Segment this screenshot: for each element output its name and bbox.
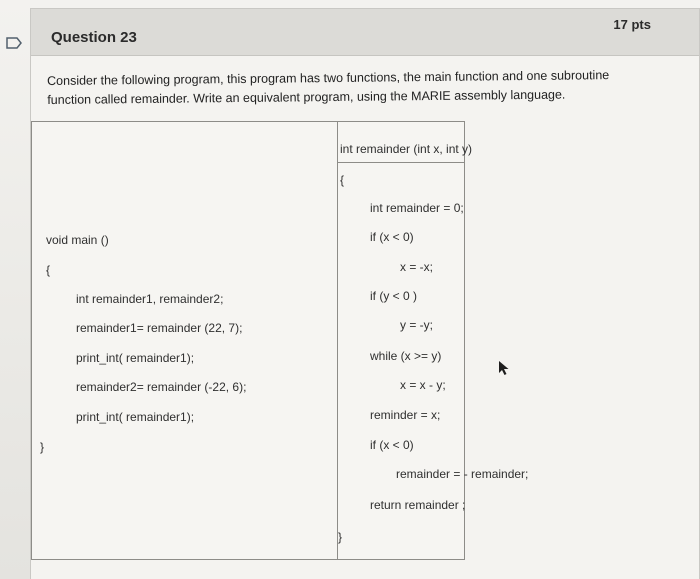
question-title: Question 23	[51, 29, 137, 46]
code-header-divider	[338, 162, 464, 163]
code-line-sub-negate-y: y = -y;	[400, 318, 434, 332]
code-line-main-print-2: print_int( remainder1);	[76, 410, 195, 424]
code-line-sub-open-brace: {	[340, 173, 345, 187]
code-column-divider	[337, 122, 338, 559]
code-line-sub-return: return remainder ;	[370, 498, 466, 512]
code-line-main-print-1: print_int( remainder1);	[76, 351, 195, 365]
question-prompt: Consider the following program, this program has two functions, the main function and one subroutine function called remainder. Write an equivalent program, using the MARIE assembly language.	[47, 68, 610, 107]
code-line-main-open-brace: {	[46, 263, 51, 277]
code-line-sub-subtract: x = x - y;	[400, 378, 446, 392]
question-header	[31, 9, 699, 56]
code-line-sub-signature: int remainder (int x, int y)	[340, 142, 473, 156]
code-line-sub-init: int remainder = 0;	[370, 201, 464, 215]
code-line-sub-if-x: if (x < 0)	[370, 230, 414, 244]
code-line-sub-while: while (x >= y)	[370, 349, 442, 363]
code-line-main-call-1: remainder1= remainder (22, 7);	[76, 321, 243, 335]
code-line-sub-negate-x: x = -x;	[400, 260, 434, 274]
code-line-sub-negate-result: remainder = - remainder;	[396, 467, 529, 481]
code-line-sub-close-brace: }	[338, 530, 343, 544]
code-line-main-close-brace: }	[40, 440, 45, 454]
question-points: 17 pts	[613, 17, 651, 32]
flag-question-icon[interactable]	[6, 36, 22, 53]
code-line-main-declare: int remainder1, remainder2;	[76, 292, 224, 306]
mouse-pointer-icon	[498, 360, 510, 381]
code-line-main-call-2: remainder2= remainder (-22, 6);	[76, 380, 247, 394]
code-line-sub-assign: reminder = x;	[370, 408, 441, 422]
code-line-main-signature: void main ()	[46, 233, 109, 247]
code-line-sub-if-negative: if (x < 0)	[370, 438, 414, 452]
code-table	[31, 121, 529, 560]
code-line-sub-if-y: if (y < 0 )	[370, 289, 418, 303]
question-card	[30, 8, 700, 579]
